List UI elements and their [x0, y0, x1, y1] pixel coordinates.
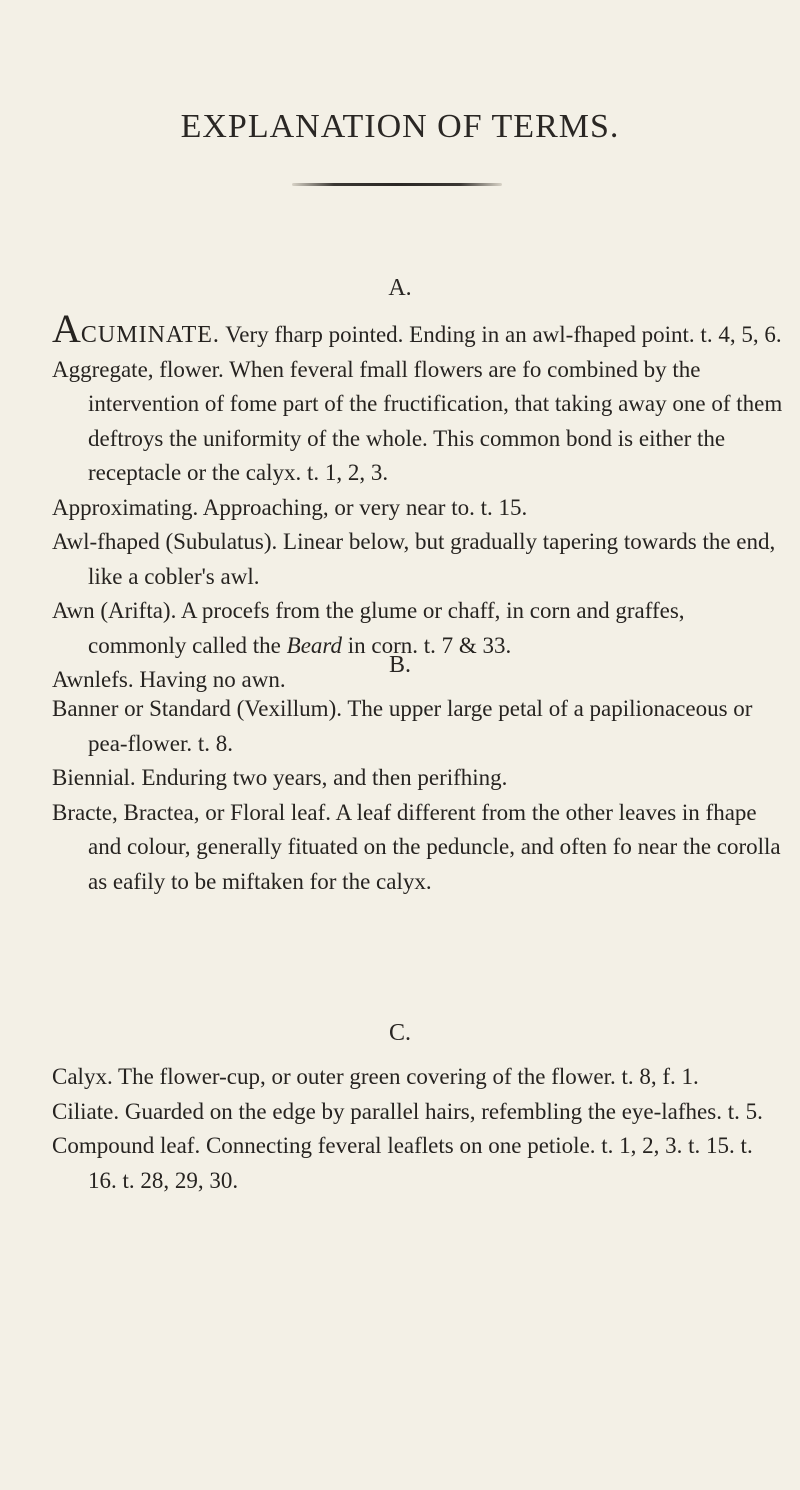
entry-definition: Having no awn.	[133, 667, 286, 692]
section-c-entries	[52, 1060, 787, 1198]
section-heading-a: A.	[388, 275, 412, 301]
decorative-rule	[292, 183, 502, 186]
entry-term: Aggregate, flower.	[52, 356, 224, 382]
page-title: EXPLANATION OF TERMS.	[180, 108, 620, 145]
entry-compound-leaf	[52, 1129, 787, 1198]
entry-term: Ciliate.	[52, 1098, 120, 1124]
section-heading-c: C.	[388, 1020, 411, 1046]
entry-term: Approximating.	[52, 494, 199, 520]
entry-term: Banner or Standard (Vexillum).	[52, 696, 342, 721]
entry-definition: A leaf different from the other leaves in fhape and colour, generally fituated on the peduncle, and often fo near the corolla as eafily to be miftaken for the calyx.	[88, 799, 781, 894]
entry-term: ACUMINATE.	[52, 306, 220, 351]
entry-acuminate	[52, 306, 787, 353]
entry-term: Calyx.	[52, 1064, 113, 1089]
entry-aggregate	[52, 353, 787, 491]
entry-bracte	[52, 796, 787, 900]
entry-definition: in corn. t. 7 & 33.	[342, 632, 512, 658]
entry-term: Awl-fhaped (Subulatus).	[52, 529, 278, 554]
entry-banner	[52, 692, 787, 761]
entry-definition: Enduring two years, and then perifhing.	[135, 765, 508, 790]
entry-approximating	[52, 491, 787, 526]
entry-calyx	[52, 1060, 787, 1095]
entry-definition: A procefs from the glume or chaff, in corn and graffes, commonly called the	[88, 598, 685, 658]
entry-term: Awnlefs.	[52, 667, 134, 692]
entry-term: Bracte, Bractea, or Floral leaf.	[52, 799, 332, 825]
entry-definition: Guarded on the edge by parallel hairs, refembling the eye-lafhes. t. 5.	[119, 1098, 763, 1124]
entry-definition: Very fharp pointed. Ending in an awl-fhaped point. t. 4, 5, 6.	[219, 322, 782, 347]
entry-term: Biennial.	[52, 765, 136, 790]
section-b-entries	[52, 692, 787, 899]
entry-definition: Connecting feveral leaflets on one petiole. t. 1, 2, 3. t. 15. t. 16. t. 28, 29, 30.	[88, 1133, 753, 1193]
entry-term: Awn (Arifta).	[52, 598, 177, 623]
section-heading-b: B.	[388, 652, 411, 678]
entry-ciliate	[52, 1095, 787, 1130]
entry-definition-italic: Beard	[286, 632, 342, 658]
entry-awl-shaped	[52, 525, 787, 594]
entry-definition: Linear below, but gradually tapering towards the end, like a cobler's awl.	[88, 529, 776, 589]
entry-biennial	[52, 761, 787, 796]
entry-term: Compound leaf.	[52, 1133, 201, 1158]
entry-definition: The upper large petal of a papilionaceous or pea-flower. t. 8.	[88, 696, 753, 756]
entry-definition: The flower-cup, or outer green covering of the flower. t. 8, f. 1.	[112, 1064, 699, 1089]
entry-definition: Approaching, or very near to. t. 15.	[198, 494, 528, 520]
section-a-entries	[52, 306, 787, 698]
entry-definition: When feveral fmall flowers are fo combined by the intervention of fome part of the fructification, that taking away one of them deftroys the uniformity of the whole. This common bond is either the receptacle or the calyx. t. 1, 2, 3.	[88, 356, 783, 485]
